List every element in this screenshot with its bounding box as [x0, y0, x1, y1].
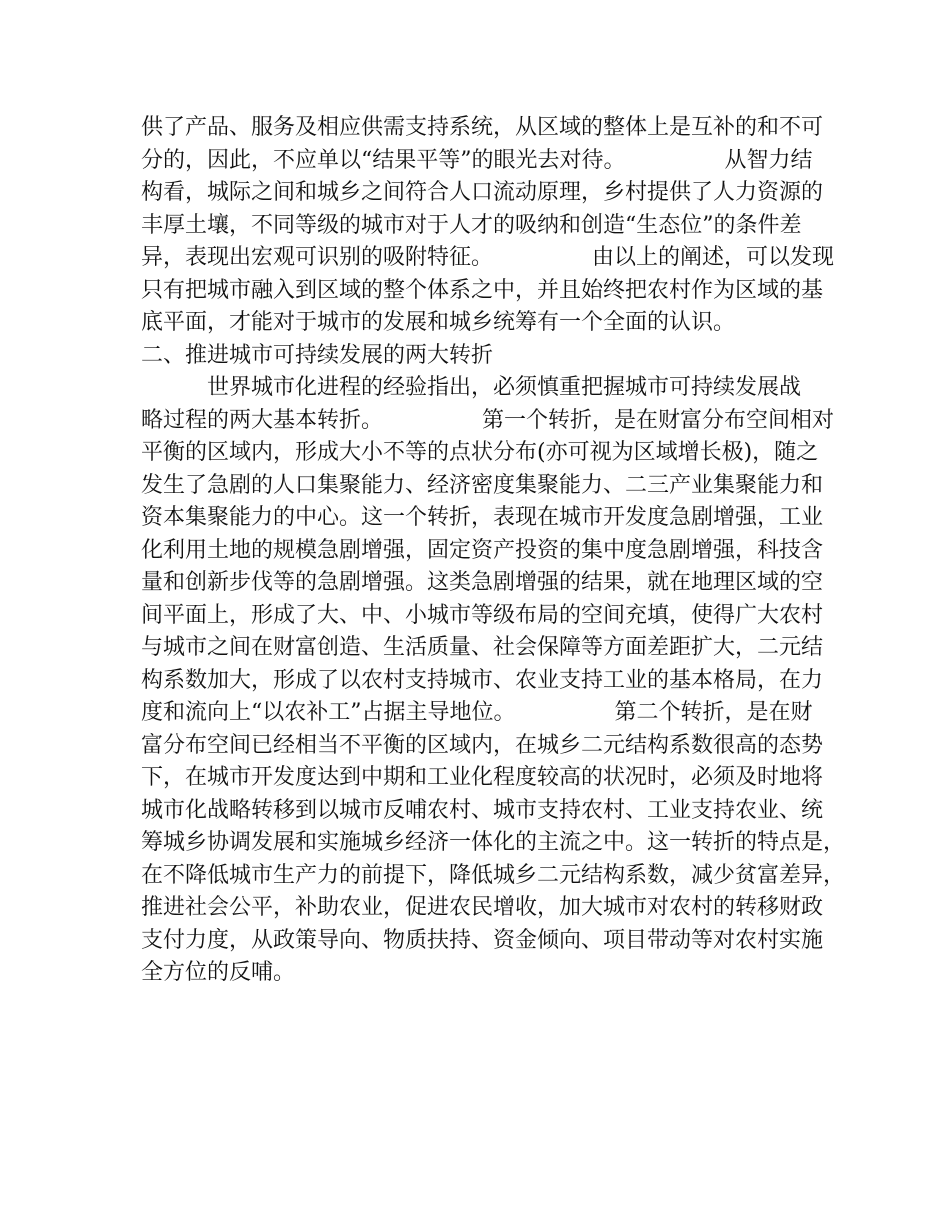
text-line: 支付力度，从政策导向、物质扶持、资金倾向、项目带动等对农村实施	[141, 927, 824, 953]
body-text	[141, 112, 846, 990]
text-line: 化利用土地的规模急剧增强，固定资产投资的集中度急剧增强，科技含	[141, 537, 824, 563]
text-line: 分的，因此，不应单以“结果平等”的眼光去对待。 从智力结	[141, 147, 813, 173]
text-line: 间平面上，形成了大、中、小城市等级布局的空间充填，使得广大农村	[141, 602, 824, 628]
text-line: 异，表现出宏观可识别的吸附特征。 由以上的阐述，可以发现	[141, 245, 835, 270]
text-line: 丰厚土壤，不同等级的城市对于人才的吸纳和创造“生态位”的条件差	[141, 212, 802, 238]
text-line: 全方位的反哺。	[141, 960, 296, 985]
text-line: 世界城市化进程的经验指出，必须慎重把握城市可持续发展战	[141, 375, 802, 400]
text-line: 下，在城市开发度达到中期和工业化程度较高的状况时，必须及时地将	[141, 765, 824, 790]
text-line: 城市化战略转移到以城市反哺农村、城市支持农村、工业支持农业、统	[141, 797, 824, 823]
text-line: 二、推进城市可持续发展的两大转折	[141, 342, 494, 368]
text-line: 平衡的区域内，形成大小不等的点状分布(亦可视为区域增长极)，随之	[141, 440, 819, 465]
text-line: 推进社会公平，补助农业，促进农民增收，加大城市对农村的转移财政	[141, 895, 824, 920]
text-line: 量和创新步伐等的急剧增强。这类急剧增强的结果，就在地理区域的空	[141, 570, 824, 595]
text-line: 供了产品、服务及相应供需支持系统，从区域的整体上是互补的和不可	[141, 115, 824, 140]
text-line: 富分布空间已经相当不平衡的区域内，在城乡二元结构系数很高的态势	[141, 732, 824, 758]
text-line: 发生了急剧的人口集聚能力、经济密度集聚能力、二三产业集聚能力和	[141, 472, 824, 498]
text-line: 在不降低城市生产力的前提下，降低城乡二元结构系数，减少贫富差异，	[141, 862, 846, 888]
text-line: 度和流向上“以农补工”占据主导地位。 第二个转折，是在财	[141, 700, 813, 725]
text-line: 资本集聚能力的中心。这一个转折，表现在城市开发度急剧增强，工业	[141, 505, 824, 530]
text-line: 底平面，才能对于城市的发展和城乡统筹有一个全面的认识。	[141, 310, 736, 335]
text-line: 与城市之间在财富创造、生活质量、社会保障等方面差距扩大，二元结	[141, 635, 824, 660]
text-line: 构看，城际之间和城乡之间符合人口流动原理，乡村提供了人力资源的	[141, 180, 824, 205]
text-line: 只有把城市融入到区域的整个体系之中，并且始终把农村作为区域的基	[141, 277, 824, 303]
text-line: 构系数加大，形成了以农村支持城市、农业支持工业的基本格局，在力	[141, 667, 824, 693]
text-line: 略过程的两大基本转折。 第一个转折，是在财富分布空间相对	[141, 407, 835, 433]
text-line: 筹城乡协调发展和实施城乡经济一体化的主流之中。这一转折的特点是，	[141, 830, 846, 855]
